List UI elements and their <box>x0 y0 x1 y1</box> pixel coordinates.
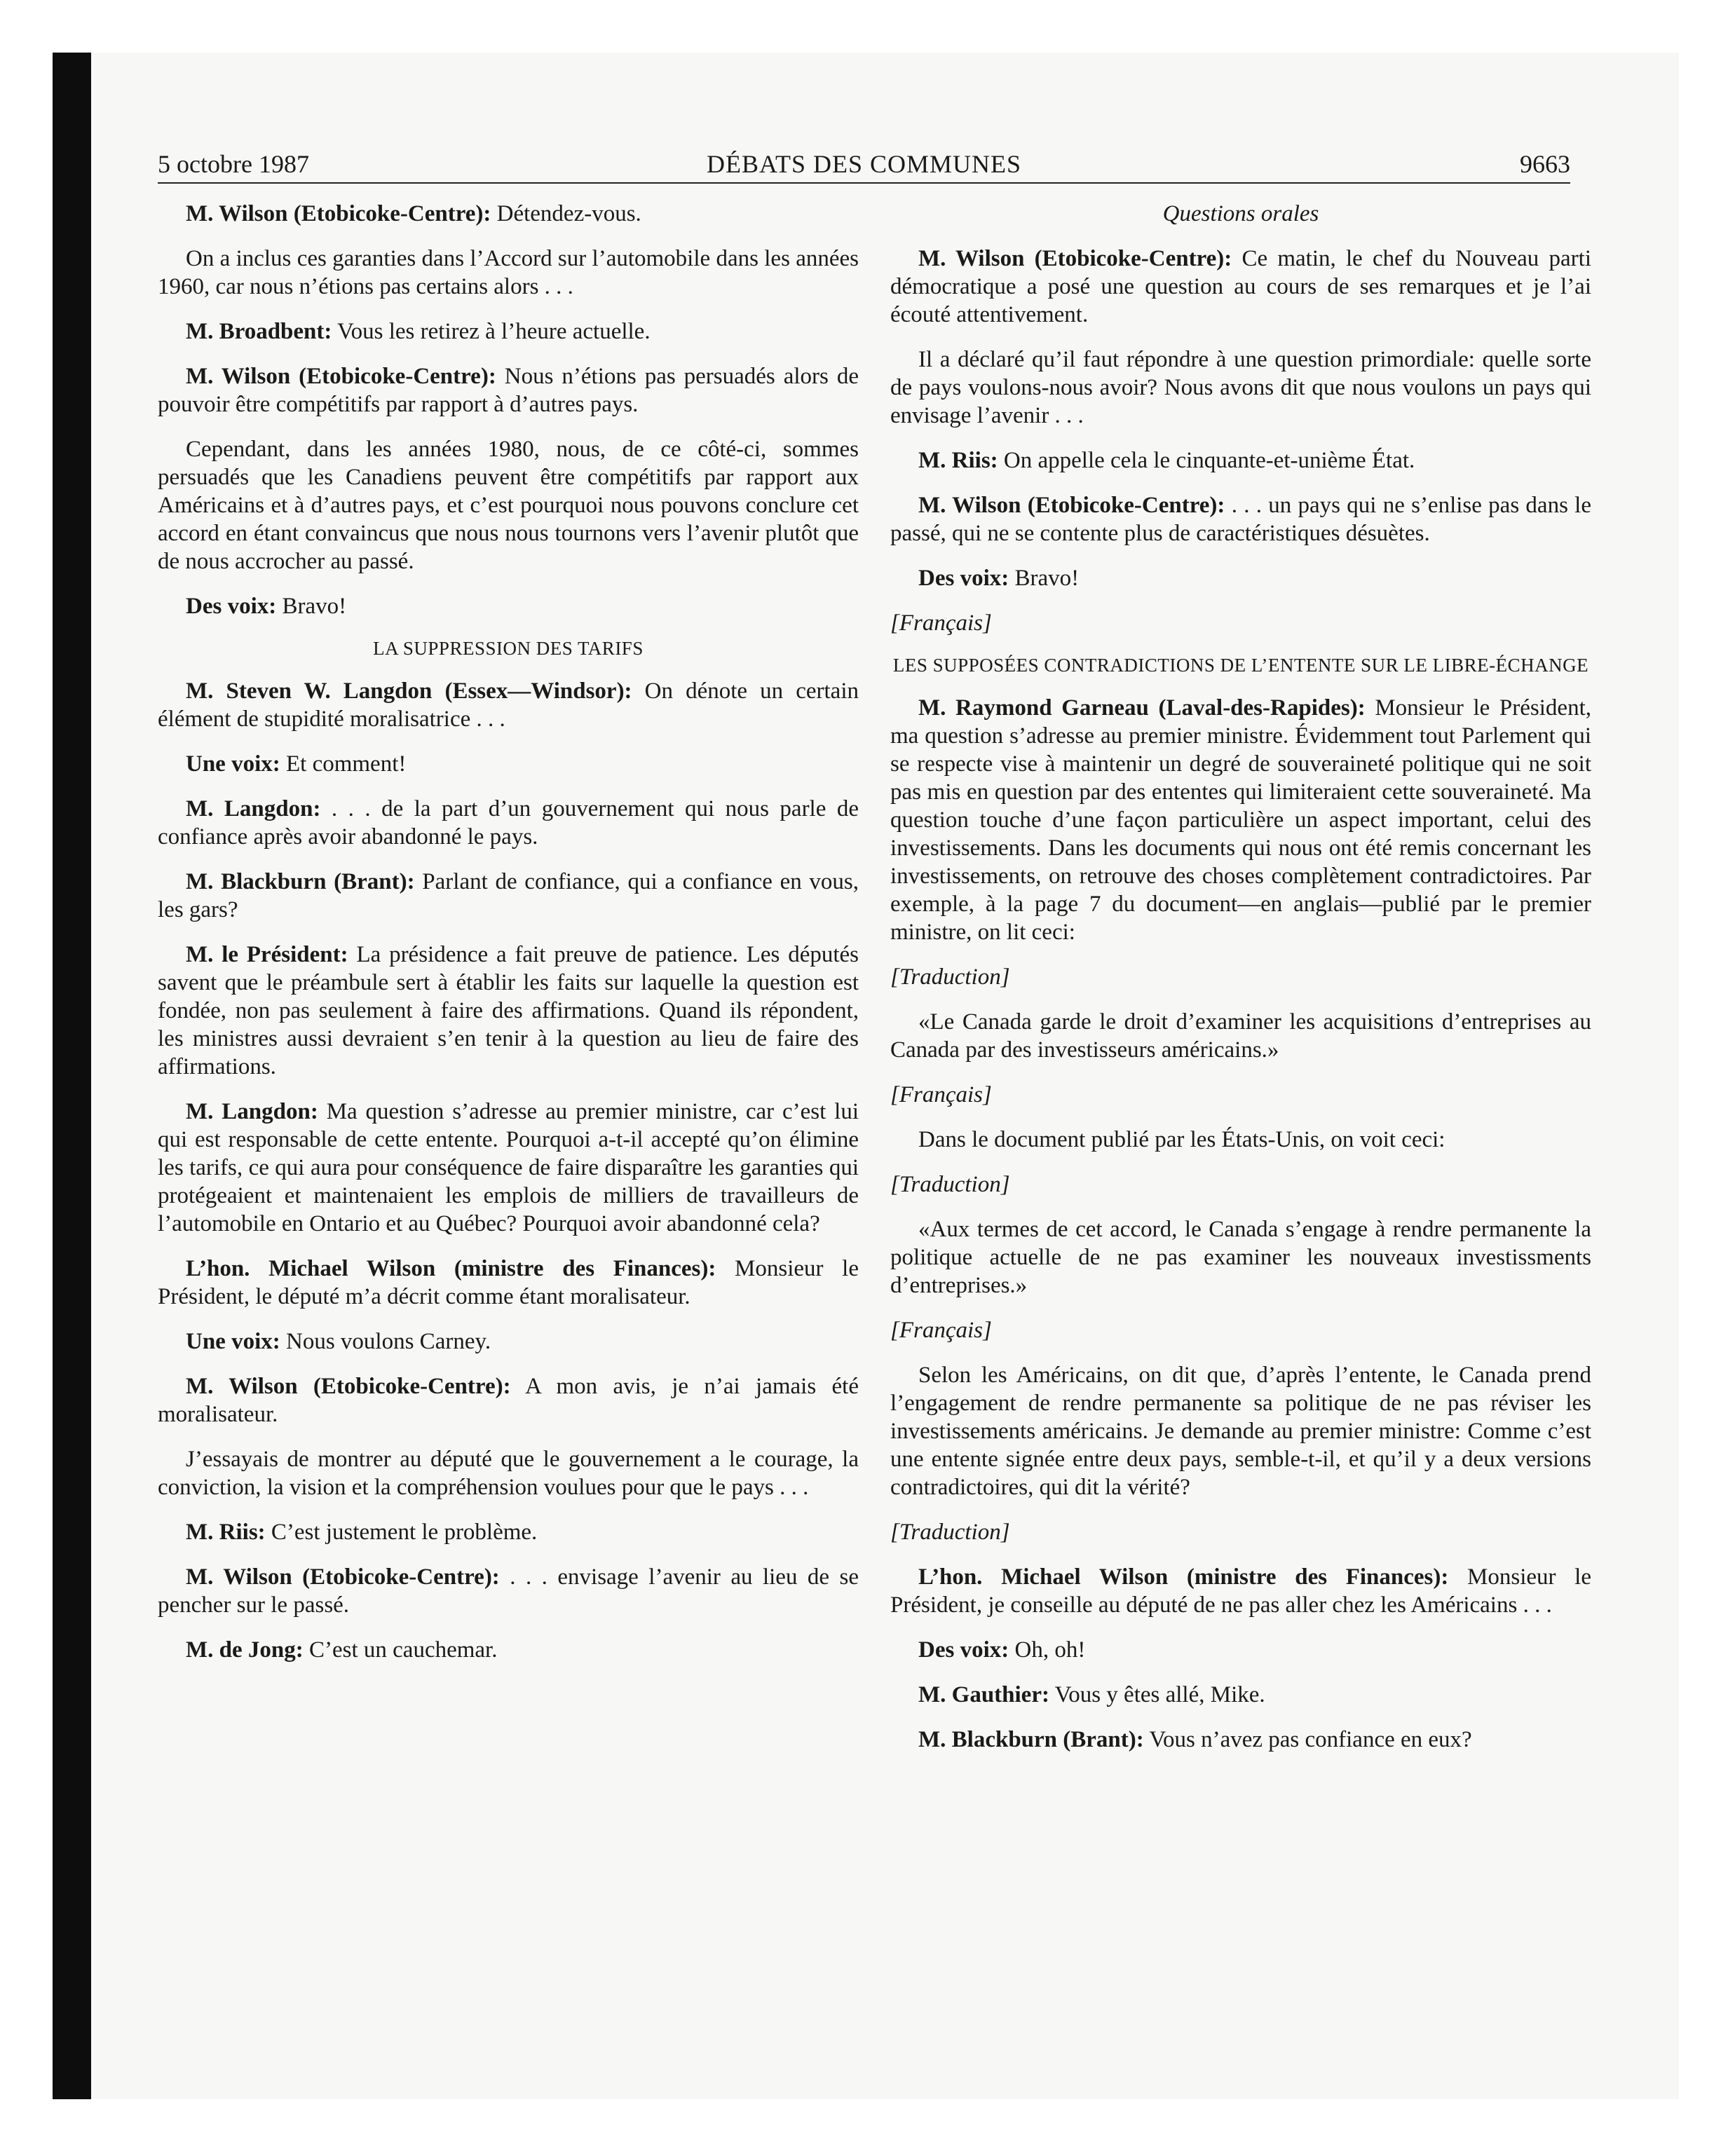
paragraph: J’essayais de montrer au député que le gouvernement a le courage, la conviction, la vision et la compréhension voulues pour que le pays . . . <box>158 1447 859 1500</box>
speech: Vous n’avez pas confiance en eux? <box>1143 1727 1472 1752</box>
language-tag: [Français] <box>890 1318 992 1343</box>
speaker: M. Raymond Garneau (Laval-des-Rapides): <box>918 695 1366 721</box>
section-title: Questions orales <box>1162 201 1319 226</box>
paragraph <box>890 245 1591 329</box>
speaker: L’hon. Michael Wilson (ministre des Finances): <box>918 1564 1449 1590</box>
paragraph <box>158 1328 859 1356</box>
paragraph <box>158 1563 859 1619</box>
speaker: M. Riis: <box>186 1520 266 1545</box>
paragraph <box>890 564 1591 592</box>
speech: C’est justement le problème. <box>265 1520 538 1545</box>
speaker: M. Wilson (Etobicoke-Centre): <box>918 493 1225 518</box>
language-tag: [Français] <box>890 610 992 636</box>
speaker: M. Wilson (Etobicoke-Centre): <box>186 1564 500 1590</box>
speech: . . . un pays qui ne s’enlise pas dans le passé, qui ne se contente plus de caractéristiques désuètes. <box>890 493 1591 546</box>
paragraph <box>158 1518 859 1546</box>
speech: Bravo! <box>276 594 347 619</box>
header-title: DÉBATS DES COMMUNES <box>706 150 1022 178</box>
speaker: M. Blackburn (Brant): <box>918 1727 1144 1752</box>
speaker: M. Broadbent: <box>186 319 332 344</box>
speech: Oh, oh! <box>1009 1637 1086 1663</box>
paragraph <box>158 362 859 418</box>
speaker: M. Riis: <box>918 448 998 473</box>
language-tag: [Traduction] <box>890 1172 1010 1197</box>
paragraph <box>890 1681 1591 1709</box>
paragraph <box>158 1372 859 1428</box>
quotation: «Le Canada garde le droit d’examiner les acquisitions d’entreprises au Canada par des investisseurs américains.» <box>890 1009 1591 1063</box>
paragraph <box>158 677 859 733</box>
speaker: M. Wilson (Etobicoke-Centre): <box>186 201 491 226</box>
header-date: 5 octobre 1987 <box>158 150 309 178</box>
speech: . . . de la part d’un gouvernement qui nous parle de confiance après avoir abandonné le pays. <box>158 796 859 850</box>
speech: Nous voulons Carney. <box>280 1329 491 1354</box>
paragraph: Cependant, dans les années 1980, nous, de ce côté-ci, sommes persuadés que les Canadiens peuvent être compétitifs par rapport aux Américains et à d’autres pays, et c’est pourquoi nous pouvons conclure cet accord en étant convaincus que nous nous tournons vers l’avenir plutôt que de nous accrocher au passé. <box>158 437 859 574</box>
speaker: M. de Jong: <box>186 1637 304 1663</box>
paragraph <box>890 446 1591 475</box>
speaker: M. Blackburn (Brant): <box>186 869 415 894</box>
paragraph <box>158 1098 859 1238</box>
speech: On dénote un certain élément de stupidité moralisatrice . . . <box>158 678 859 732</box>
speaker: M. Langdon: <box>186 796 321 821</box>
speech: Vous les retirez à l’heure actuelle. <box>332 319 651 344</box>
page-number: 9663 <box>1520 150 1570 178</box>
speaker: L’hon. Michael Wilson (ministre des Finances): <box>186 1256 716 1281</box>
paragraph <box>158 868 859 924</box>
speech: Monsieur le Président, je conseille au député de ne pas aller chez les Américains . . . <box>890 1564 1591 1618</box>
paragraph <box>158 750 859 778</box>
speech: . . . envisage l’avenir au lieu de se pencher sur le passé. <box>158 1564 859 1618</box>
paragraph: Il a déclaré qu’il faut répondre à une question primordiale: quelle sorte de pays voulons-nous avoir? Nous avons dit que nous voulons un pays qui envisage l’avenir . . . <box>890 347 1591 428</box>
paragraph <box>158 592 859 620</box>
paragraph <box>890 1726 1591 1754</box>
speaker: M. Steven W. Langdon (Essex—Windsor): <box>186 678 632 704</box>
speech: C’est un cauchemar. <box>303 1637 498 1663</box>
speaker: Une voix: <box>186 1329 280 1354</box>
language-tag: [Traduction] <box>890 1520 1010 1545</box>
speaker: M. Gauthier: <box>918 1682 1049 1707</box>
speaker: Des voix: <box>918 566 1009 591</box>
paragraph <box>890 491 1591 547</box>
speech: Monsieur le Président, ma question s’adresse au premier ministre. Évidemment tout Parlement qui se respecte vise à maintenir un degré de souveraineté politique qui ne soit pas mis en question par des ententes qui limiteraient cette souveraineté. Ma question touche d’une façon particulière un aspect important, celui des investissements. Dans les documents qui nous ont été remis concernant les investissements, on retrouve des choses complètement contradictoires. Par exemple, à la page 7 du document—en anglais—publié par le premier ministre, on lit ceci: <box>890 695 1591 945</box>
speech: Bravo! <box>1009 566 1080 591</box>
language-tag: [Français] <box>890 1082 992 1107</box>
binding-edge <box>53 53 91 2099</box>
speech: On appelle cela le cinquante-et-unième État. <box>998 448 1415 473</box>
section-heading: LES SUPPOSÉES CONTRADICTIONS DE L’ENTENTE SUR LE LIBRE-ÉCHANGE <box>892 655 1589 676</box>
paragraph <box>158 1636 859 1664</box>
speaker: Des voix: <box>186 594 277 619</box>
speech: Monsieur le Président, le député m’a décrit comme étant moralisateur. <box>158 1256 859 1309</box>
paragraph <box>158 200 859 228</box>
paragraph: Dans le document publié par les États-Unis, on voit ceci: <box>918 1127 1445 1152</box>
speech: Parlant de confiance, qui a confiance en vous, les gars? <box>158 869 859 922</box>
speaker: M. Langdon: <box>186 1099 318 1124</box>
speech: Nous n’étions pas persuadés alors de pouvoir être compétitifs par rapport à d’autres pays. <box>158 364 859 417</box>
paragraph: Selon les Américains, on dit que, d’après l’entente, le Canada prend l’engagement de rendre permanente sa politique de ne pas réviser les investissements américains. Je demande au premier ministre: Comme c’est une entente signée entre deux pays, semble-t-il, et qu’il y a deux versions contradictoires, qui dit la vérité? <box>890 1363 1591 1500</box>
paragraph <box>158 1255 859 1311</box>
paragraph <box>158 941 859 1081</box>
speech: La présidence a fait preuve de patience. Les députés savent que le préambule sert à établir les faits sur laquelle la question est fondée, non pas seulement à faire des affirmations. Quand ils répondent, les ministres aussi devraient s’en tenir à la question au lieu de faire des affirmations. <box>158 942 859 1079</box>
paragraph <box>158 795 859 851</box>
paragraph <box>890 1563 1591 1619</box>
speech: Ce matin, le chef du Nouveau parti démocratique a posé une question au cours de ses remarques et je l’ai écouté attentivement. <box>890 246 1591 327</box>
quotation: «Aux termes de cet accord, le Canada s’engage à rendre permanente la politique actuelle de ne pas examiner les nouveaux investissments d’entreprises.» <box>890 1217 1591 1298</box>
speaker: M. le Président: <box>186 942 348 967</box>
speech: Détendez-vous. <box>491 201 641 226</box>
paragraph <box>890 694 1591 946</box>
paragraph <box>158 318 859 346</box>
speaker: M. Wilson (Etobicoke-Centre): <box>186 364 496 389</box>
language-tag: [Traduction] <box>890 964 1010 990</box>
speech: A mon avis, je n’ai jamais été moralisateur. <box>158 1374 859 1427</box>
speech: Vous y êtes allé, Mike. <box>1049 1682 1265 1707</box>
speaker: Des voix: <box>918 1637 1009 1663</box>
paragraph: On a inclus ces garanties dans l’Accord sur l’automobile dans les années 1960, car nous n’étions pas certains alors . . . <box>158 246 859 299</box>
speech: Ma question s’adresse au premier ministre, car c’est lui qui est responsable de cette entente. Pourquoi a-t-il accepté qu’on élimine les tarifs, ce qui aura pour conséquence de faire disparaître les garanties qui protégeaient et maintenaient les emplois de milliers de travailleurs de l’automobile en Ontario et au Québec? Pourquoi avoir abandonné cela? <box>158 1099 859 1236</box>
speaker: M. Wilson (Etobicoke-Centre): <box>918 246 1232 271</box>
paragraph <box>890 1636 1591 1664</box>
speaker: M. Wilson (Etobicoke-Centre): <box>186 1374 511 1399</box>
speech: Et comment! <box>280 751 407 777</box>
section-heading: LA SUPPRESSION DES TARIFS <box>373 638 644 659</box>
right-column <box>890 200 1591 1770</box>
page-header <box>158 147 1570 184</box>
left-column <box>158 200 859 1681</box>
speaker: Une voix: <box>186 751 280 777</box>
